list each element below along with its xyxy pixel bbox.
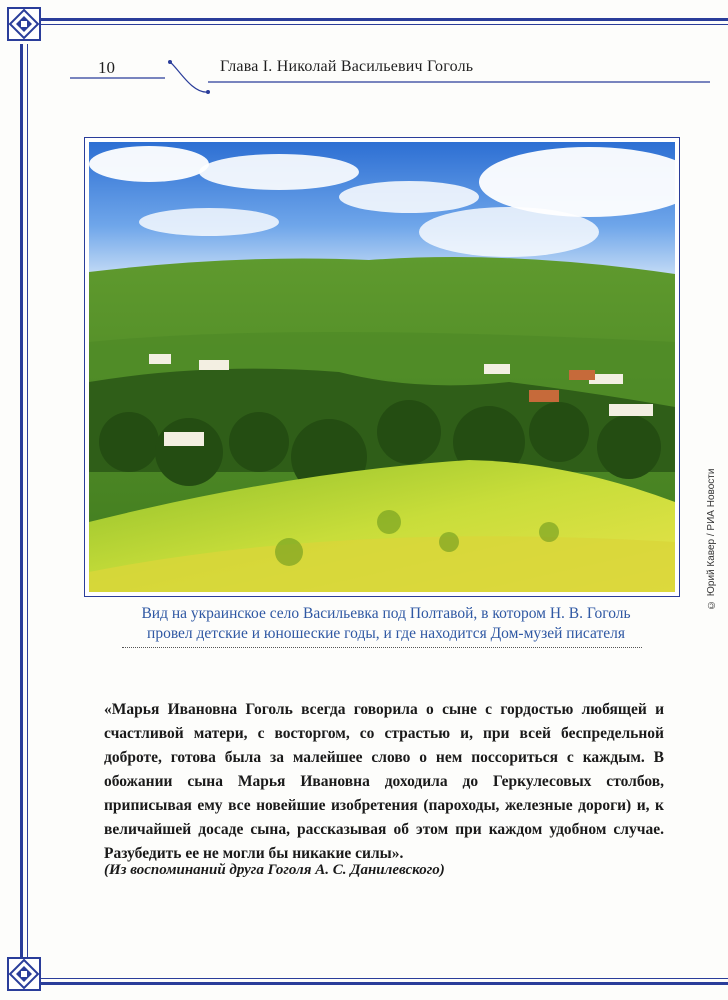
quote-text: «Марья Ивановна Гоголь всегда говорила о сыне с гордостью любящей и счастливой матери, с восторгом, со страстью и, при всей беспредельной доброте, готова была за малейшее слово о нем поссориться с каждым. В обожании сына Марья Ивановна доходила до Геркулесовых столбов, приписывая ему все новейшие изобретения (пароходы, железные дороги) и, к величайшей досаде сына, рассказывая об этом при каждом удобном случае. Разубедить ее не могли бы никакие силы». (104, 701, 664, 862)
frame-bottom-border-inner (38, 978, 728, 979)
photo-credit: © Юрий Кавер / РИА Новости (706, 468, 717, 610)
corner-ornament-icon (6, 6, 42, 42)
chapter-title: Глава I. Николай Васильевич Гоголь (220, 58, 474, 75)
quote-source: (Из воспоминаний друга Гоголя А. С. Данилевского) (104, 862, 445, 878)
frame-left-border (20, 44, 23, 964)
frame-top-border (38, 18, 728, 21)
photo-caption (100, 604, 672, 644)
caption-line-2: провел детские и юношеские годы, и где находится Дом-музей писателя (147, 625, 625, 642)
photo-frame (84, 137, 680, 597)
corner-ornament-icon (6, 956, 42, 992)
frame-bottom-border (38, 982, 728, 985)
frame-top-border-inner (38, 24, 728, 25)
running-header (70, 50, 710, 100)
caption-line-1: Вид на украинское село Васильевка под Полтавой, в котором Н. В. Гоголь (141, 605, 631, 622)
page-number: 10 (98, 58, 115, 77)
village-landscape-photo (89, 142, 675, 592)
caption-dotted-rule (122, 647, 642, 648)
frame-left-border-inner (27, 44, 28, 964)
